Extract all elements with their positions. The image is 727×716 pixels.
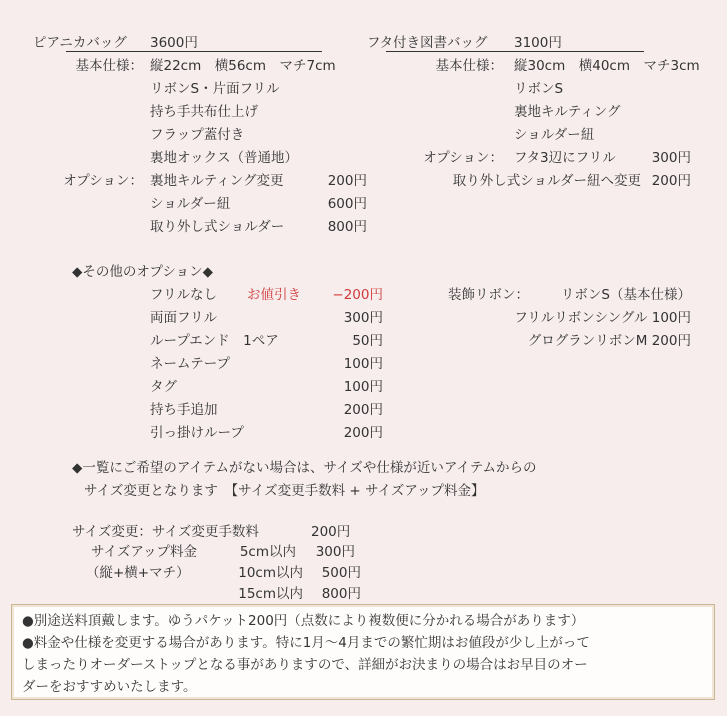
other-option-price: 300円 — [343, 310, 383, 326]
other-options-heading: ◆その他のオプション◆ — [72, 264, 214, 280]
pianica-spec-label: 基本仕様： — [75, 58, 143, 74]
pianica-underline — [66, 51, 322, 52]
pianica-spec: 縦22cm 横56cm マチ7cm — [150, 58, 336, 74]
pianica-price: 3600円 — [150, 35, 198, 51]
ribbon-label: 装飾リボン： — [448, 287, 529, 303]
other-option-name: フリルなし — [150, 287, 217, 303]
size-range-price: 800円 — [321, 586, 361, 602]
notice-line: しまったりオーダーストップとなる事がありますので、詳細がお決まりの場合はお早目のオー — [22, 657, 588, 673]
size-range: 5cm以内 — [239, 544, 296, 560]
size-up-label: サイズアップ料金 — [91, 544, 197, 560]
pianica-spec: 裏地オックス（普通地） — [150, 150, 298, 166]
size-range-price: 500円 — [321, 565, 361, 581]
notice-box — [11, 604, 715, 700]
pianica-option-label: オプション： — [63, 173, 143, 189]
library-option-label: オプション： — [423, 150, 503, 166]
pianica-option-name: ショルダー紐 — [150, 196, 231, 212]
library-option-price: 300円 — [651, 150, 691, 166]
pianica-spec: リボンS・片面フリル — [150, 81, 280, 97]
other-option-name: 持ち手追加 — [150, 402, 218, 418]
other-option-price: −200円 — [332, 287, 383, 303]
pianica-option-price: 600円 — [327, 196, 367, 212]
other-option-name: 引っ掛けループ — [150, 425, 244, 441]
library-price: 3100円 — [514, 35, 562, 51]
other-option-price: 100円 — [343, 356, 383, 372]
other-option-name: タグ — [150, 379, 177, 395]
notice-line: ●料金や仕様を変更する場合があります。特に1月～4月までの繁忙期はお値段が少し上がって — [22, 635, 590, 651]
ribbon-option: フリルリボンシングル 100円 — [514, 310, 691, 326]
library-spec: 縦30cm 横40cm マチ3cm — [514, 58, 700, 74]
library-spec: 裏地キルティング — [514, 104, 621, 120]
other-option-name: ループエンド 1ペア — [150, 333, 279, 349]
other-option-price: 100円 — [343, 379, 383, 395]
library-option-name: 取り外し式ショルダー紐へ変更 — [452, 173, 641, 189]
ribbon-option: グログランリボンM 200円 — [527, 333, 691, 349]
size-change-price: 200円 — [311, 524, 351, 540]
discount-note: お値引き — [247, 287, 301, 303]
pianica-spec: 持ち手共布仕上げ — [150, 104, 258, 120]
other-option-price: 200円 — [343, 425, 383, 441]
size-range: 15cm以内 — [238, 586, 303, 602]
pianica-spec: フラップ蓋付き — [150, 127, 245, 143]
other-option-name: 両面フリル — [150, 310, 217, 326]
size-range: 10cm以内 — [238, 565, 303, 581]
size-change-label: サイズ変更：サイズ変更手数料 — [72, 524, 259, 540]
other-option-price: 200円 — [343, 402, 383, 418]
library-spec-label: 基本仕様： — [435, 58, 503, 74]
notice-line: ●別途送料頂戴します。ゆうパケット200円（点数により複数便に分かれる場合があります） — [22, 613, 585, 629]
library-underline — [386, 51, 644, 52]
size-range-price: 300円 — [315, 544, 355, 560]
library-option-name: フタ3辺にフリル — [514, 150, 616, 166]
other-option-price: 50円 — [352, 333, 383, 349]
pianica-option-price: 800円 — [327, 219, 367, 235]
pianica-title: ピアニカバッグ — [33, 35, 127, 51]
other-option-name: ネームテープ — [150, 356, 231, 372]
size-up-note: （縦+横+マチ） — [86, 565, 190, 581]
notice-line: ダーをおすすめいたします。 — [22, 679, 197, 695]
pianica-option-price: 200円 — [327, 173, 367, 189]
size-note-line: ◆一覧にご希望のアイテムがない場合は、サイズや仕様が近いアイテムからの — [72, 460, 537, 476]
pianica-option-name: 裏地キルティング変更 — [150, 173, 284, 189]
library-spec: リボンS — [514, 81, 564, 97]
size-note-line: サイズ変更となります 【サイズ変更手数料 + サイズアップ料金】 — [84, 483, 485, 499]
library-spec: ショルダー紐 — [514, 127, 595, 143]
library-option-price: 200円 — [651, 173, 691, 189]
pianica-option-name: 取り外し式ショルダー — [150, 219, 285, 235]
library-title: フタ付き図書バッグ — [367, 35, 488, 51]
ribbon-base: リボンS（基本仕様） — [560, 287, 691, 303]
